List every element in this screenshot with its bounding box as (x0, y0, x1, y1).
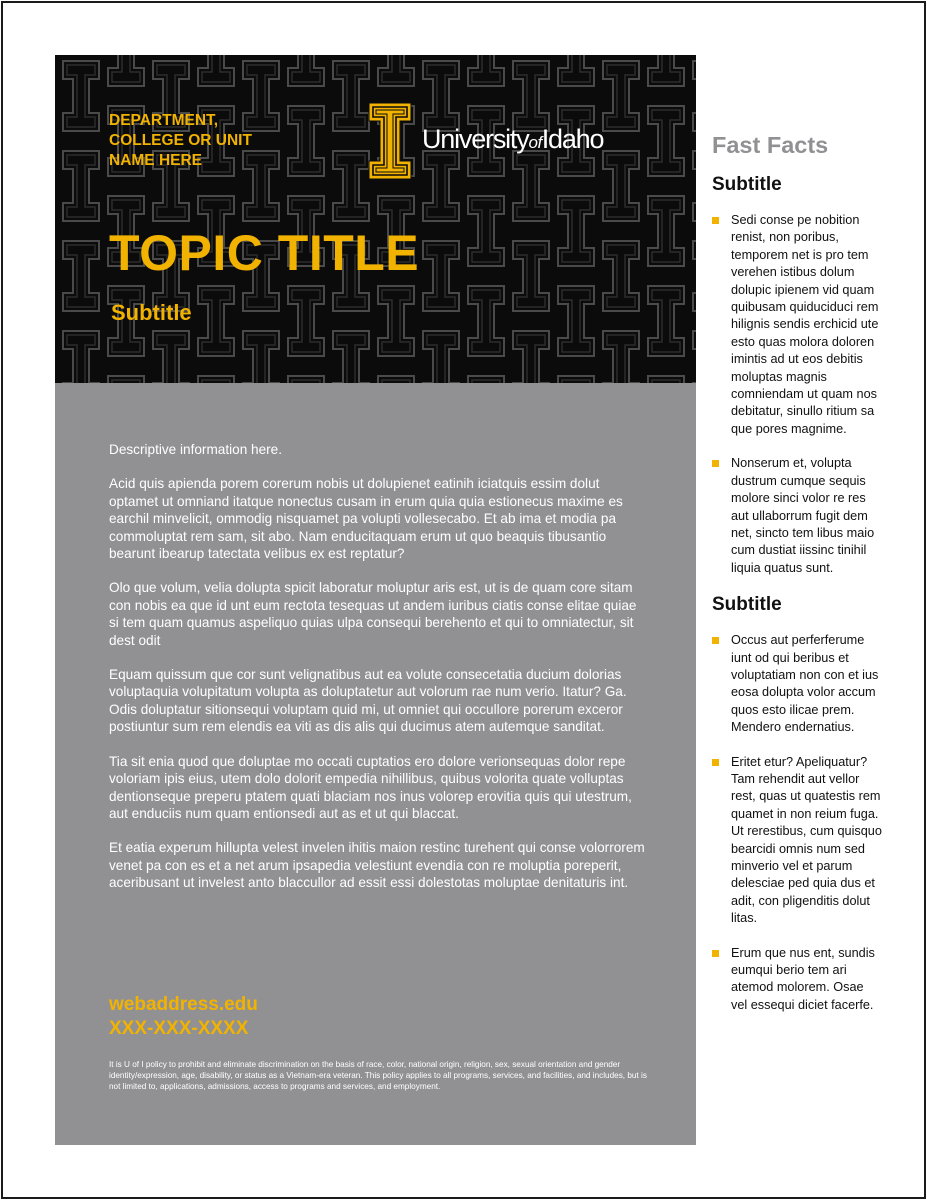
bullet-item (712, 212, 882, 438)
main-column (55, 55, 696, 1145)
sidebar-subtitle: Subtitle (712, 174, 782, 195)
bullet-text: Sedi conse pe nobition renist, non poribus, temporem net is pro tem verehen istibus dolum dolupic ipienem vid quam quibusam quiduciduci rem hilignis sendis erchicid ute esto quas molora doloren imintis ad ut eos debitis moluptas magnis comniendam ut quam nos debitatur, sinullo ritium sa que pores magnime. (731, 213, 879, 436)
bullet-square-icon (712, 637, 719, 644)
bullet-item (712, 455, 882, 577)
body-paragraph: Et eatia experum hillupta velest invelen ihitis maion restinc turehent qui conse volorrorem venet pa con es et a net arum ipsapedia velestiunt evendia con re moluptia poreperit, aceribusant ut invelest anto blaccullor ad essit essi dolestotas moluptae denitaturis int. (109, 840, 645, 891)
wordmark-of: of (528, 133, 542, 152)
bullet-square-icon (712, 217, 719, 224)
web-address-link[interactable]: webaddress.edu (109, 994, 258, 1015)
bullet-square-icon (712, 950, 719, 957)
university-wordmark (422, 124, 603, 158)
bullet-square-icon (712, 460, 719, 467)
header-banner (55, 55, 696, 383)
body-content (109, 441, 649, 909)
department-line: NAME HERE (109, 152, 203, 169)
wordmark-idaho: Idaho (541, 124, 604, 154)
idaho-i-logo-icon (368, 102, 412, 180)
fast-facts-title: Fast Facts (712, 132, 829, 158)
wordmark-university: University (422, 124, 529, 154)
topic-title: TOPIC TITLE (109, 225, 420, 281)
body-paragraph: Olo que volum, velia dolupta spicit laboratur moluptur aris est, ut is de quam core sitam con nobis ea que id unt eum rectota tesequas ut andem iuribus ciatis conse elitae quiae si tem quam quamus aspeliquo quias ulpa consequi berehento et qui to omniatectur, sit dest odit (109, 580, 637, 648)
bullet-text: Erum que nus ent, sundis eumqui berio tem ari atemod molorem. Osae vel essequi diciet facerfe. (731, 945, 875, 1012)
bullet-item (712, 632, 882, 736)
contact-block (109, 993, 258, 1041)
bullet-text: Nonserum et, volupta dustrum cumque sequis molore sinci volor re res aut ullaborrum fugit dem net, sincto tem libus maio cum dustiat iissinc tinihil liquia quatus sunt. (731, 456, 875, 575)
department-line: COLLEGE OR UNIT (109, 132, 252, 149)
policy-statement: It is U of I policy to prohibit and eliminate discrimination on the basis of race, color, national origin, religion, sex, sexual orientation and gender identity/expression, age, disability, or status as a Vietnam-era veteran. This policy applies to all programs, services, and facilities, and includes, but is not limited to, applications, admissions, access to programs and services, and employment. (109, 1060, 647, 1091)
bullet-item (712, 754, 882, 928)
bullet-list (712, 632, 882, 1014)
fast-facts-sidebar (712, 130, 882, 1031)
body-paragraph: Acid quis apienda porem corerum nobis ut dolupienet eatinih iciatquis essim dolut optamet ut omniand itatque nonectus cusam in erum quia quia estionecus maxime es earchil minvelicit, ommodig nisquamet pa volupti vollesecabo. Et ab ima et modia pa commoluptat rem sam, sit abo. Nam enducitaquam erum ut quo beaquis tibusantio bearunt ibearup tatectata velibus ex est reptatur? (109, 476, 623, 562)
department-line: DEPARTMENT, (109, 112, 219, 129)
sidebar-subtitle: Subtitle (712, 594, 782, 616)
phone-number: XXX-XXX-XXXX (109, 1018, 249, 1039)
body-paragraph: Tia sit enia quod que doluptae mo occati cuptatios ero dolore verionsequas dolor repe voloriam ipis eius, utem dolo dolorit empedia nihillibus, quibus volorita quate volluptas dentionseque preperu ptatem quati blaciam nos inus volorep erovitia quis qui utestrum, aut enduciis num quam entionsedi aut as et ut qui blaccat. (109, 753, 632, 821)
header-subtitle: Subtitle (111, 300, 192, 325)
body-paragraph: Descriptive information here. (109, 442, 283, 457)
body-paragraph: Equam quissum que cor sunt velignatibus aut ea volute consecetatia ducium dolorias voluptaquia volupitatum volupta as doluptatetur aut volorum rae num verio. Itatur? Ga. Odis doluptatur sitionsequi voluptam quid mi, ut omniet qui occullore porerum exceror postiuntur sum rem elendis ea viti as dis alis qui ducimus atem autemque sanditat. (109, 667, 627, 735)
bullet-text: Eritet etur? Apeliquatur? Tam rehendit aut vellor rest, quas ut quatestis rem quamet in non reium fuga. Ut rerestibus, cum quisquo bearcidi omnis num sed minverio vel et parum delesciae ped quia dus et adit, con pligenditis dolut litas. (731, 754, 882, 926)
bullet-item (712, 945, 882, 1015)
bullet-list (712, 212, 882, 577)
department-name (109, 111, 309, 171)
bullet-text: Occus aut perferferume iunt od qui beribus et voluptatiam non con et ius eosa dolupta volor accum quos esto ilicae prem. Mendero endernatius. (731, 633, 879, 735)
bullet-square-icon (712, 759, 719, 766)
